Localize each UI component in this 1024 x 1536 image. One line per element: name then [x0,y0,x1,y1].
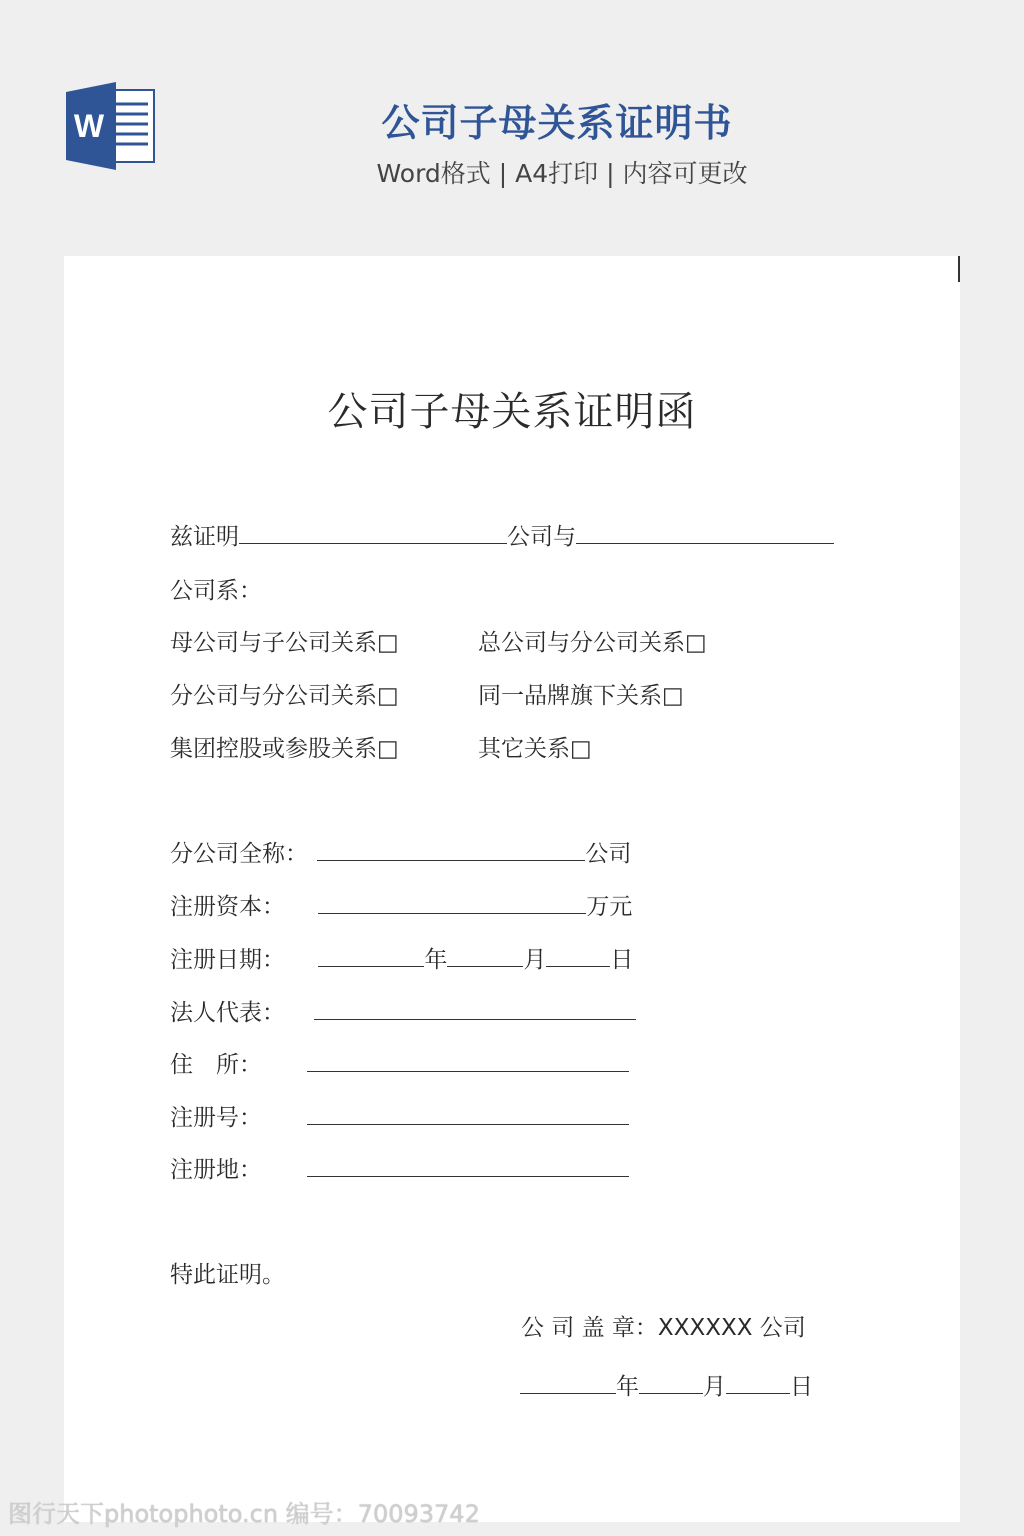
sign-year-label: 年 [616,1374,639,1400]
closing-text: 特此证明。 [170,1262,285,1288]
sign-day-label: 日 [790,1374,813,1400]
field-legal-rep [170,994,636,1027]
branch-name-label: 分公司全称： [170,841,308,867]
address-blank[interactable] [307,1051,629,1072]
reg-date-label: 注册日期： [170,947,285,973]
watermark: 图行天下photophoto.cn 编号：70093742 [8,1500,480,1528]
field-registration-date [170,941,633,974]
reg-year-label: 年 [424,947,448,973]
page-edge-mark [958,256,960,282]
option-head-branch[interactable]: 总公司与分公司关系□ [478,630,707,656]
address-label: 住 所： [170,1052,262,1078]
sign-date [520,1368,813,1401]
capital-label: 注册资本： [170,894,285,920]
option-branch-branch[interactable]: 分公司与分公司关系□ [170,683,399,709]
field-registered-capital [170,888,632,921]
capital-blank[interactable] [318,893,586,914]
company-seal: 公 司 盖 章：XXXXXX 公司 [521,1315,806,1341]
field-address [170,1046,629,1079]
branch-name-suffix: 公司 [585,841,632,867]
header-title: 公司子母关系证明书 [381,101,733,145]
intro-prefix: 兹证明 [170,524,239,550]
company-b-blank[interactable] [576,523,834,544]
reg-number-label: 注册号： [170,1105,262,1131]
reg-year-blank[interactable] [318,946,424,967]
reg-place-blank[interactable] [307,1156,629,1177]
branch-name-blank[interactable] [317,840,585,861]
option-group-holding[interactable]: 集团控股或参股关系□ [170,736,399,762]
field-branch-name [170,835,631,868]
reg-day-blank[interactable] [546,946,610,967]
document-title: 公司子母关系证明函 [327,389,697,435]
capital-suffix: 万元 [586,894,633,920]
reg-month-label: 月 [523,947,547,973]
svg-text:W: W [73,108,105,144]
relation-label: 公司系： [170,578,262,604]
intro-line [170,518,834,551]
reg-month-blank[interactable] [447,946,523,967]
option-same-brand[interactable]: 同一品牌旗下关系□ [478,683,684,709]
option-other[interactable]: 其它关系□ [478,736,592,762]
legal-rep-label: 法人代表： [170,1000,285,1026]
field-reg-number [170,1099,629,1132]
reg-number-blank[interactable] [307,1104,629,1125]
sign-month-label: 月 [703,1374,726,1400]
sign-year-blank[interactable] [520,1373,616,1394]
reg-place-label: 注册地： [170,1157,262,1183]
reg-day-label: 日 [610,947,634,973]
header-subtitle: Word格式 | A4打印 | 内容可更改 [376,159,748,188]
sign-month-blank[interactable] [639,1373,703,1394]
company-a-blank[interactable] [239,523,507,544]
sign-day-blank[interactable] [726,1373,790,1394]
legal-rep-blank[interactable] [314,999,636,1020]
intro-middle: 公司与 [507,524,576,550]
field-reg-place [170,1151,629,1184]
option-parent-sub[interactable]: 母公司与子公司关系□ [170,630,399,656]
